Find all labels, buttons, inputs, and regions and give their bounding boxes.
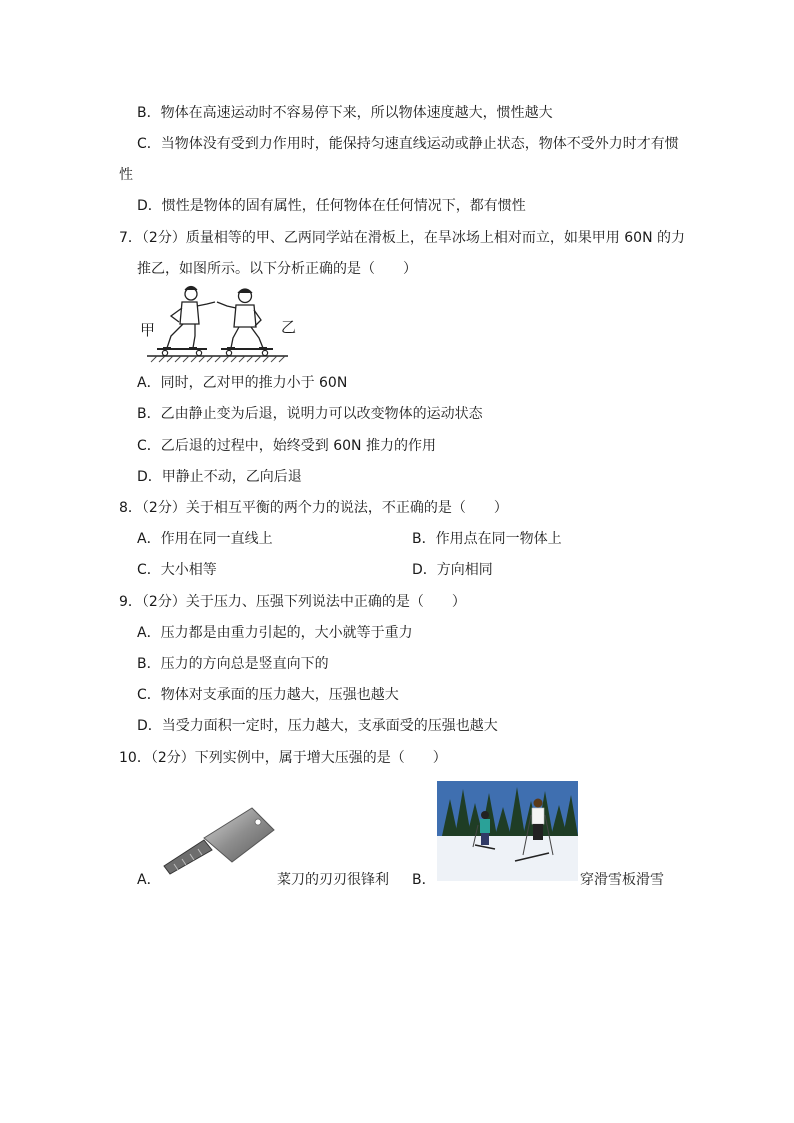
q10-option-b-letter: B． [412,872,436,888]
skateboard-push-illustration [135,282,295,366]
skiing-scene-image [437,781,578,881]
q7-label-jia: 甲 [140,321,156,339]
q9-option-a: A．压力都是由重力引起的，大小就等于重力 [137,625,413,641]
q6-option-c-continued: 性 [119,167,133,183]
q7-label-yi: 乙 [281,318,297,336]
q6-option-d: D．惯性是物体的固有属性，任何物体在任何情况下，都有惯性 [137,198,526,214]
cleaver-knife-icon [160,804,276,876]
q10-option-a-letter: A． [137,872,161,888]
q9-stem: 9．（2分）关于压力、压强下列说法中正确的是（ ） [119,594,466,610]
q8-option-d: D．方向相同 [412,562,493,578]
q10-cleaver-image [160,804,276,876]
q7-stem-continued: 推乙，如图所示。以下分析正确的是（ ） [137,261,417,277]
q7-option-a: A．同时，乙对甲的推力小于 60N [137,375,348,391]
q9-option-d: D．当受力面积一定时，压力越大，支承面受的压强也越大 [137,718,498,734]
q6-option-c: C．当物体没有受到力作用时，能保持匀速直线运动或静止状态，物体不受外力时才有惯 [137,136,679,152]
q8-stem: 8．（2分）关于相互平衡的两个力的说法，不正确的是（ ） [119,500,508,516]
q10-stem: 10．（2分）下列实例中，属于增大压强的是（ ） [119,750,447,766]
q10-option-b-text: 穿滑雪板滑雪 [580,872,664,888]
q10-skiing-photo [437,781,578,881]
q7-option-d: D．甲静止不动，乙向后退 [137,469,302,485]
q7-option-b: B．乙由静止变为后退，说明力可以改变物体的运动状态 [137,406,483,422]
q7-stem: 7．（2分）质量相等的甲、乙两同学站在滑板上，在旱冰场上相对而立，如果甲用 60N 的力 [119,230,685,246]
q9-option-c: C．物体对支承面的压力越大，压强也越大 [137,687,399,703]
q6-option-b: B．物体在高速运动时不容易停下来，所以物体速度越大，惯性越大 [137,105,553,121]
q10-option-a-text: 菜刀的刃刃很锋利 [277,872,389,888]
q8-option-b: B．作用点在同一物体上 [412,531,562,547]
q9-option-b: B．压力的方向总是竖直向下的 [137,656,329,672]
q8-option-c: C．大小相等 [137,562,217,578]
q8-option-a: A．作用在同一直线上 [137,531,273,547]
q7-skateboard-figure [135,282,295,366]
q7-option-c: C．乙后退的过程中，始终受到 60N 推力的作用 [137,438,436,454]
